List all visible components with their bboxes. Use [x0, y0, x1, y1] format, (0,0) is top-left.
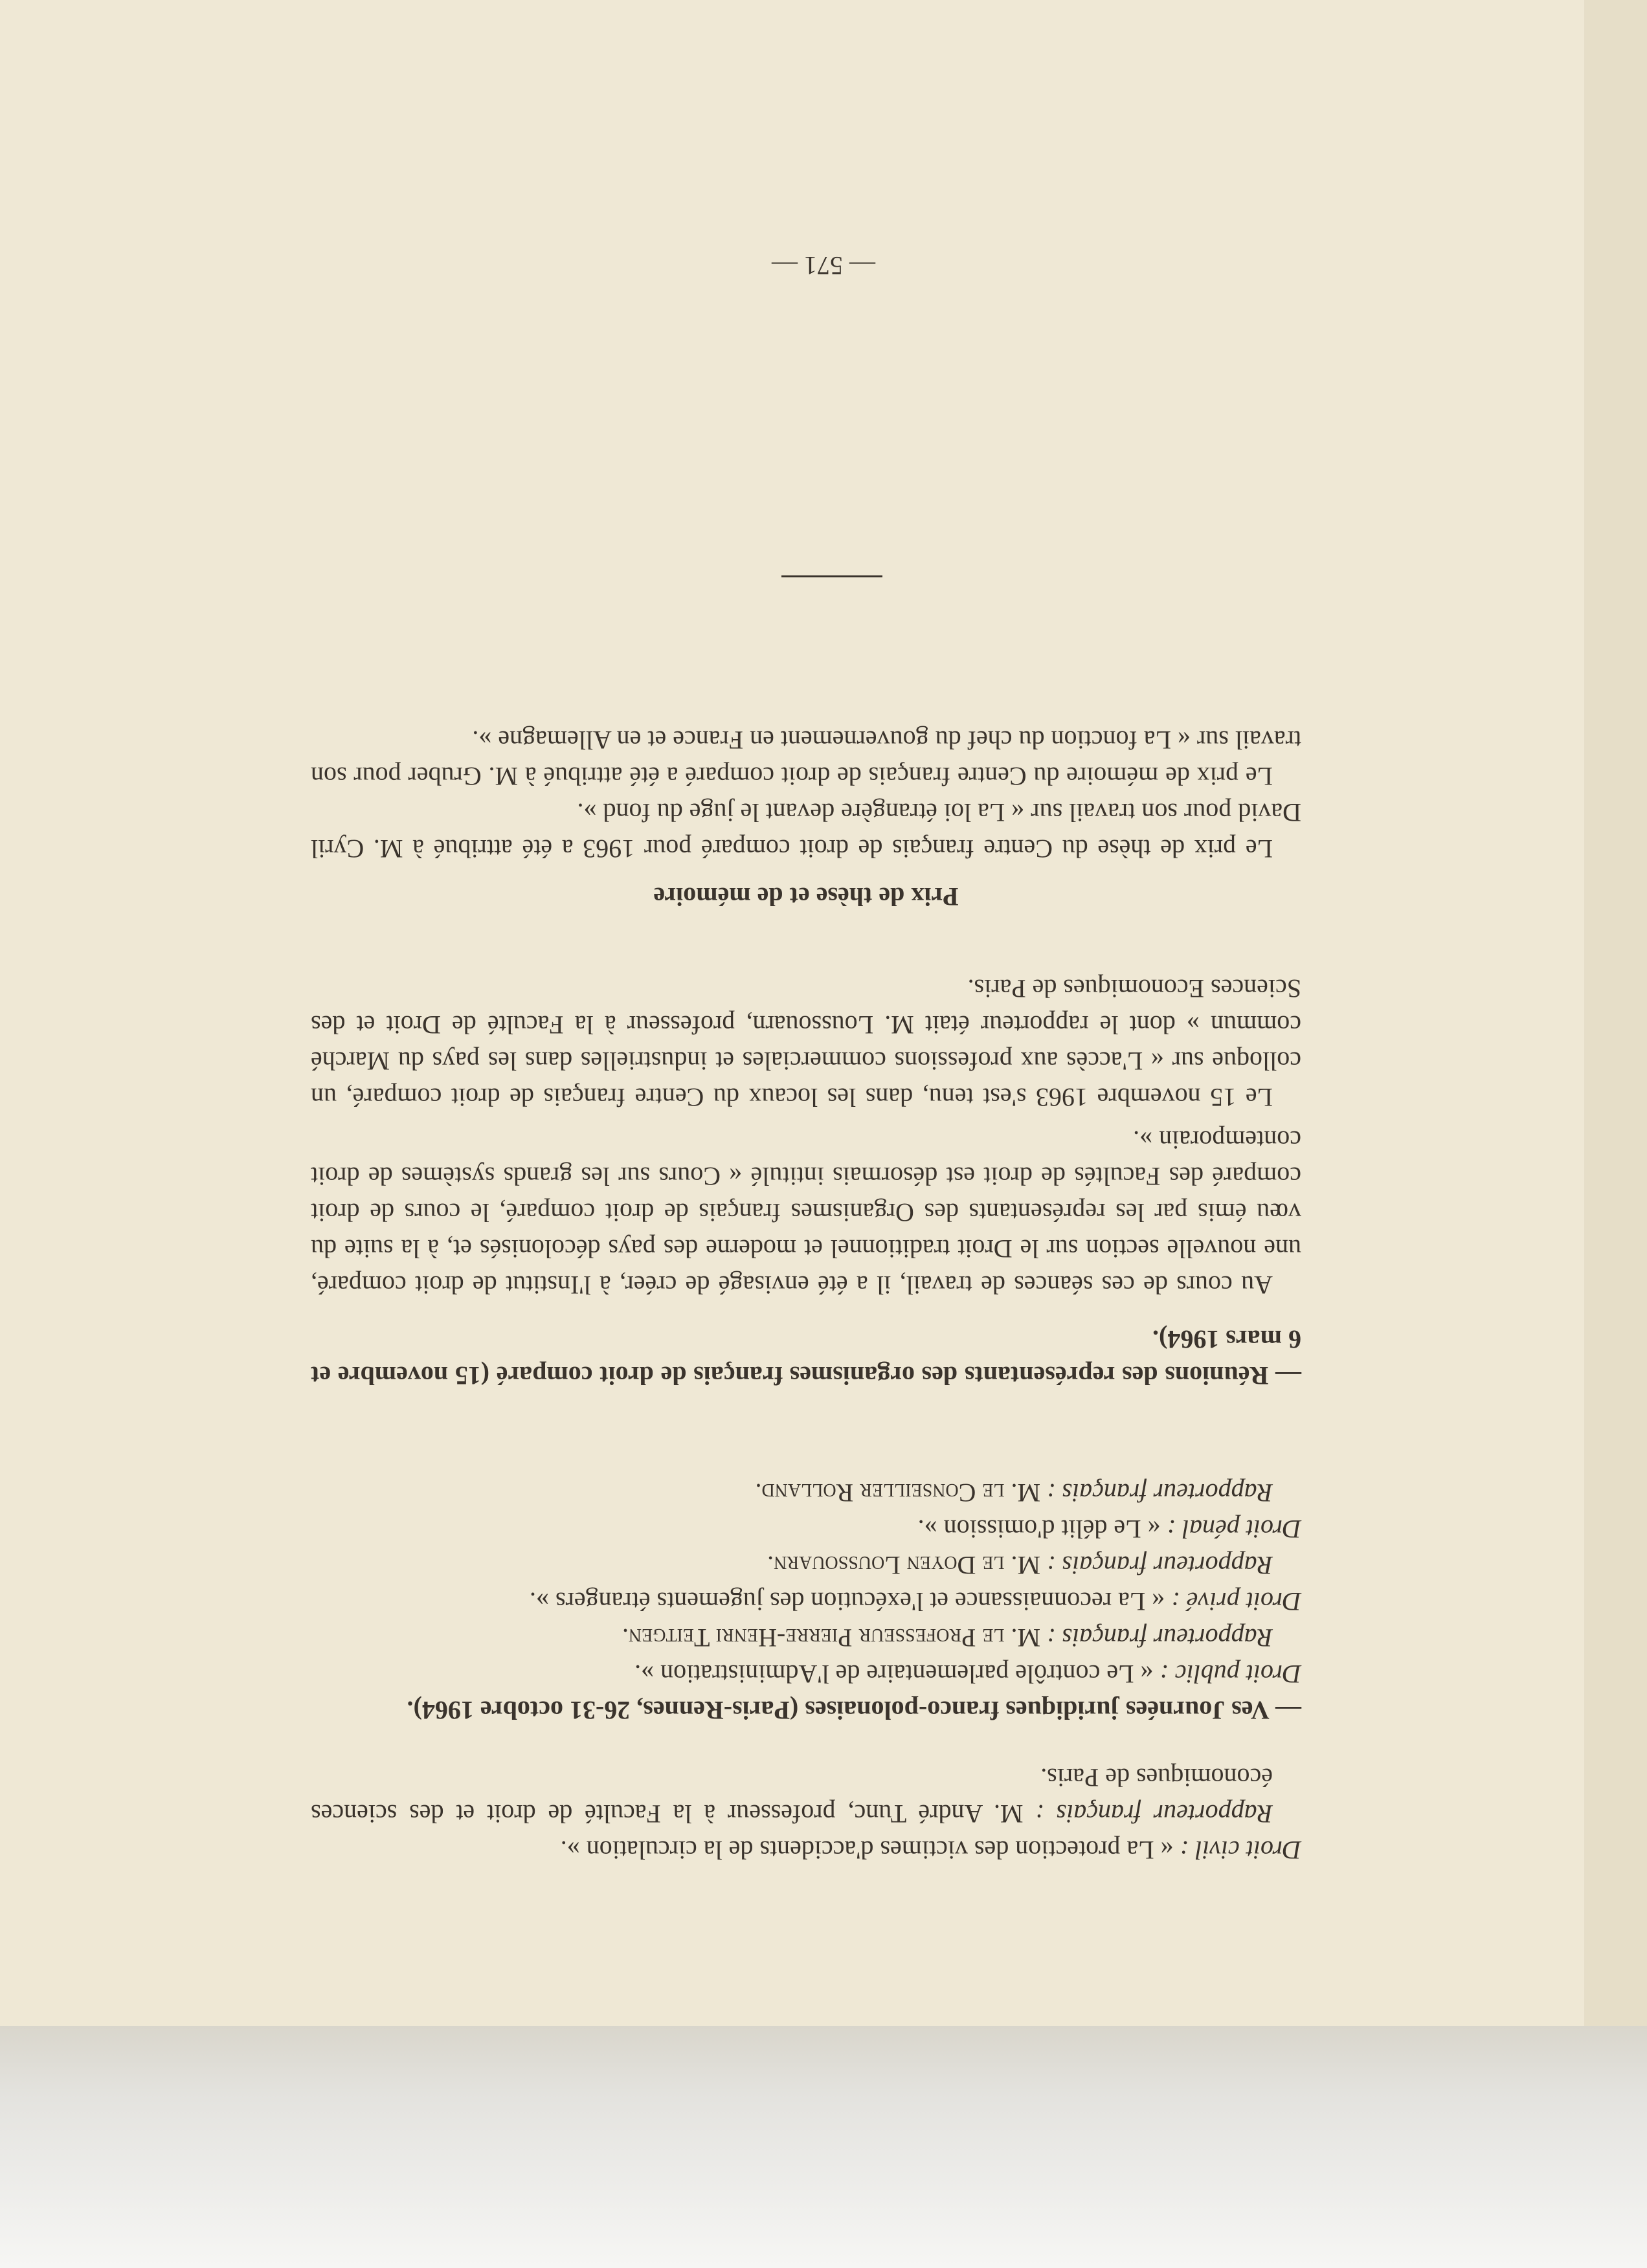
label: Droit public :: [1160, 1660, 1301, 1689]
label: Droit civil :: [1180, 1836, 1301, 1865]
prix-section: [311, 722, 1301, 915]
label: Rapporteur français :: [1035, 1799, 1273, 1829]
text: « La reconnaissance et l'exécution des jugements étrangers ».: [530, 1587, 1172, 1616]
label: Rapporteur français :: [1047, 1623, 1273, 1652]
journees-section: [311, 1474, 1301, 1728]
text: M. le Conseiller Rolland.: [755, 1478, 1048, 1507]
item-line: [311, 1619, 1301, 1656]
label: Rapporteur français :: [1047, 1551, 1273, 1580]
civil-law-block: [311, 1759, 1301, 1868]
label: Droit pénal :: [1167, 1515, 1301, 1544]
section-divider: [781, 575, 882, 577]
text: « Le délit d'omission ».: [917, 1515, 1167, 1544]
page-edge: [1583, 0, 1647, 2026]
text: M. André Tunc, professeur à la Faculté de droit et des sciences économiques de Paris.: [311, 1763, 1273, 1829]
civil-line: [311, 1832, 1301, 1868]
section-heading: — Réunions des représentants des organismes français de droit comparé (15 novembre et 6 mars 1964).: [311, 1325, 1301, 1390]
text: M. le Professeur Pierre-Henri Teitgen.: [622, 1623, 1048, 1652]
section-heading: — Ves Journées juridiques franco-polonaises (Paris-Rennes, 26-31 octobre 1964).: [407, 1696, 1301, 1725]
scanner-bed-margin: [0, 2026, 1647, 2268]
reunions-section: [311, 970, 1301, 1394]
item-line: [311, 1583, 1301, 1619]
item-line: [311, 1474, 1301, 1511]
paragraph: Le 15 novembre 1963 s'est tenu, dans les locaux du Centre français de droit comparé, un colloque sur « L'accès aux professions commerciales et industrielles dans les pays du Marché commun » dont le rapporteur était M. Loussouarn, professeur à la Faculté de Droit et des Sciences Economiques de Paris.: [311, 974, 1301, 1112]
text: « Le contrôle parlementaire de l'Administration ».: [634, 1660, 1160, 1689]
paragraph: Au cours de ces séances de travail, il a été envisagé de créer, à l'Institut de droit comparé, une nouvelle section sur le Droit traditionnel et moderne des pays décolonisés et, à la suite du vœu émis par les représentants des Organismes français de droit comparé, le cours de droit comparé des Facultés de droit est désormais intitulé « Cours sur les grands systèmes de droit contemporain ».: [311, 1126, 1301, 1300]
text: « La protection des victimes d'accidents de la circulation ».: [560, 1836, 1180, 1865]
text: M. le Doyen Loussouarn.: [767, 1551, 1048, 1580]
paragraph: Le prix de thèse du Centre français de droit comparé pour 1963 a été attribué à M. Cyril David pour son travail sur « La loi étrangère devant le juge du fond ».: [311, 798, 1301, 863]
label: Droit privé :: [1171, 1587, 1301, 1616]
rapporteur-line: [311, 1759, 1301, 1832]
page-number: — 571 —: [772, 251, 875, 280]
section-heading: Prix de thèse et de mémoire: [653, 882, 959, 911]
item-line: [311, 1511, 1301, 1547]
label: Rapporteur français :: [1047, 1478, 1273, 1507]
item-line: [311, 1656, 1301, 1692]
paragraph: Le prix de mémoire du Centre français de droit comparé a été attribué à M. Gruber pour son travail sur « La fonction du chef du gouvernement en France et en Allemagne ».: [311, 726, 1301, 791]
item-line: [311, 1547, 1301, 1583]
